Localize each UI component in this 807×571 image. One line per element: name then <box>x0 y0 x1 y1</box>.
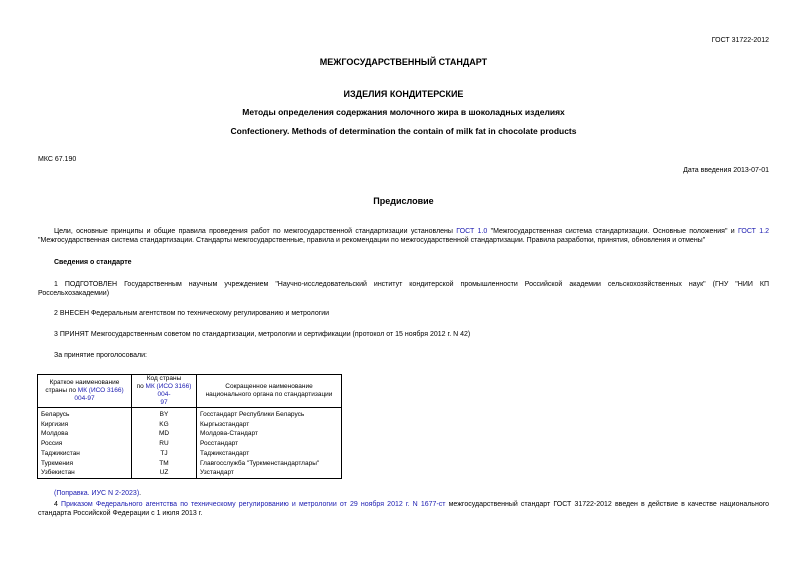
country-name: Беларусь <box>38 408 132 420</box>
table-header-row <box>38 375 342 408</box>
country-code: TM <box>132 459 197 469</box>
table-row <box>38 420 342 430</box>
document-subtitle-en: Confectionery. Methods of determination the contain of milk fat in chocolate products <box>230 126 577 136</box>
intro-date: Дата введения 2013-07-01 <box>683 167 769 174</box>
country-code: KG <box>132 420 197 430</box>
gost-1-0-link[interactable]: ГОСТ 1.0 <box>456 228 488 235</box>
standards-body: Госстандарт Республики Беларусь <box>197 408 342 420</box>
country-code: RU <box>132 439 197 449</box>
table-row <box>38 468 342 478</box>
mk-iso-3166-link[interactable]: МК (ИСО 3166) <box>77 387 124 394</box>
country-name: Узбекистан <box>38 468 132 478</box>
document-code: ГОСТ 31722-2012 <box>711 37 769 44</box>
table-row <box>38 449 342 459</box>
amendment-link[interactable]: (Поправка. ИУС N 2-2023) <box>54 490 140 497</box>
gost-1-2-link[interactable]: ГОСТ 1.2 <box>738 228 769 235</box>
preface-paragraph-line2: "Межгосударственная система стандартизации. Стандарты межгосударственные, правила и рекомендации по межгосударственной стандартизации. Правила разработки, принятия, обновления и отмены" <box>38 237 706 244</box>
country-code: BY <box>132 408 197 420</box>
standards-body: Кыргызстандарт <box>197 420 342 430</box>
item-1-prepared: 1 ПОДГОТОВЛЕН Государственным научным учреждением "Научно-исследовательский институт кондитерской промышленности Российской академии сельскохозяйственных наук" (ГНУ "НИИ КП <box>54 281 769 288</box>
standards-body: Росстандарт <box>197 439 342 449</box>
column-header-body: Сокращенное наименование национального органа по стандартизации <box>197 375 342 408</box>
item-1-prepared-line2: Россельхозакадемии) <box>38 290 110 297</box>
country-name: Киргизия <box>38 420 132 430</box>
standards-body: Таджикстандарт <box>197 449 342 459</box>
mk-iso-3166-link-cont[interactable]: 004-97 <box>74 395 95 402</box>
mk-iso-3166-code-link-cont[interactable]: 97 <box>160 399 168 406</box>
standard-type-heading: МЕЖГОСУДАРСТВЕННЫЙ СТАНДАРТ <box>319 57 488 67</box>
column-header-country: Краткое наименование страны по МК (ИСО 3166) 004-97 <box>38 375 132 408</box>
column-header-code: Код страны по МК (ИСО 3166) 004- 97 <box>132 375 197 408</box>
country-name: Россия <box>38 439 132 449</box>
standards-body: Узстандарт <box>197 468 342 478</box>
document-subtitle-ru: Методы определения содержания молочного жира в шоколадных изделиях <box>242 107 565 117</box>
voted-label: За принятие проголосовали: <box>54 352 147 359</box>
table-row <box>38 459 342 469</box>
voting-countries-table <box>37 374 342 479</box>
standards-body: Главгосслужба "Туркменстандартлары" <box>197 459 342 469</box>
country-code: UZ <box>132 468 197 478</box>
preface-paragraph: Цели, основные принципы и общие правила проведения работ по межгосударственной стандартизации установлены ГОСТ 1.0 "Межгосударственная система стандартизации. Основные положения" и ГОСТ 1.2 <box>54 228 769 235</box>
item-3-adopted: 3 ПРИНЯТ Межгосударственным советом по стандартизации, метрологии и сертификации (протокол от 15 ноября 2012 г. N 42) <box>54 331 471 338</box>
item-2-submitted: 2 ВНЕСЕН Федеральным агентством по техническому регулированию и метрологии <box>54 310 330 317</box>
country-name: Туркмения <box>38 459 132 469</box>
country-code: MD <box>132 429 197 439</box>
preface-heading: Предисловие <box>373 196 434 206</box>
table-row <box>38 439 342 449</box>
country-name: Молдова <box>38 429 132 439</box>
document-title: ИЗДЕЛИЯ КОНДИТЕРСКИЕ <box>343 89 464 99</box>
amendment-note: (Поправка. ИУС N 2-2023). <box>54 490 142 497</box>
table-row <box>38 408 342 420</box>
country-code: TJ <box>132 449 197 459</box>
country-name: Таджикистан <box>38 449 132 459</box>
order-1677-link[interactable]: Приказом Федерального агентства по техническому регулированию и метрологии от 29 ноября 2012 г. N 1677-ст <box>61 501 446 508</box>
mk-iso-3166-code-link[interactable]: МК (ИСО 3166) 004- <box>145 383 192 398</box>
table-row <box>38 429 342 439</box>
item-4-order-line2: стандарта Российской Федерации с 1 июля 2013 г. <box>38 510 203 517</box>
mks-code: МКС 67.190 <box>38 156 77 163</box>
standards-body: Молдова-Стандарт <box>197 429 342 439</box>
item-4-order: 4 Приказом Федерального агентства по техническому регулированию и метрологии от 29 ноября 2012 г. N 1677-ст межгосударственный стандарт ГОСТ 31722-2012 введен в действие в качестве национального <box>54 501 770 508</box>
info-heading: Сведения о стандарте <box>54 259 132 266</box>
